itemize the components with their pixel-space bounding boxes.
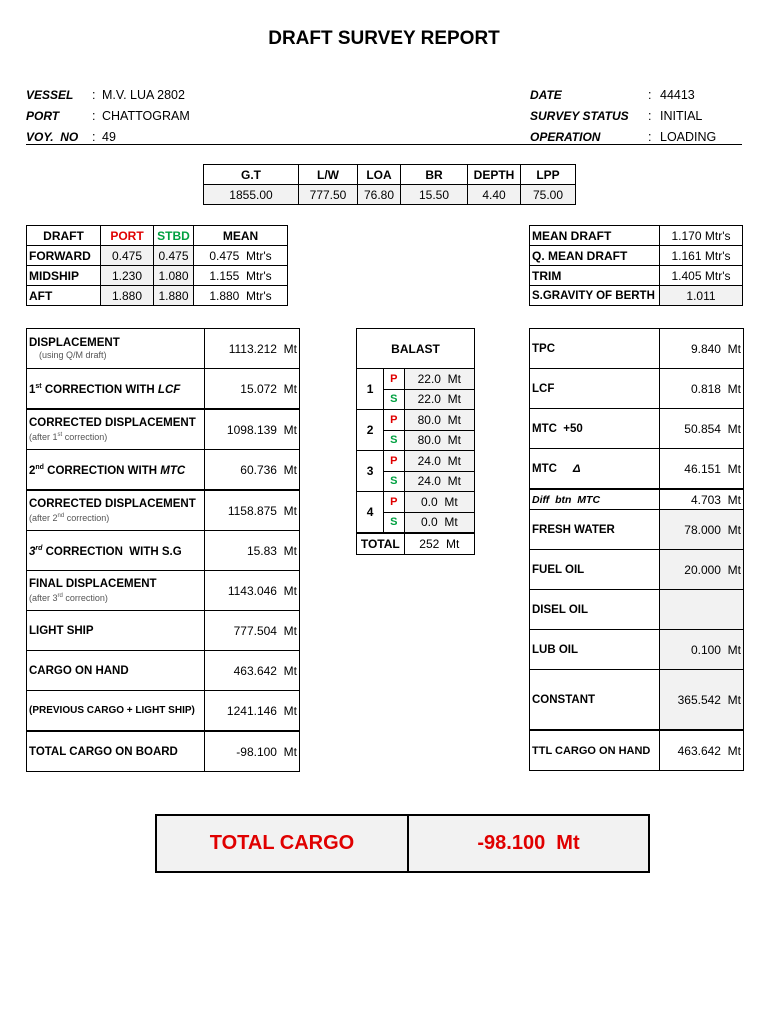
q-mean-value: 1.161 Mtr's xyxy=(660,246,743,266)
diff-mtc-label: Diff btn MTC xyxy=(530,489,660,510)
disp-unit: Mt xyxy=(283,663,297,678)
mtc-plus-label: MTC +50 xyxy=(530,409,660,449)
ballast-total-row xyxy=(357,533,475,554)
hydro-unit: Mt xyxy=(727,692,741,707)
ballast-row xyxy=(357,492,475,513)
hydro-unit: Mt xyxy=(727,341,741,356)
colon: : xyxy=(92,87,96,102)
hydro-row xyxy=(530,510,744,550)
disp-row xyxy=(27,490,300,531)
total-cargo-box xyxy=(155,814,650,873)
hydro-unit: Mt xyxy=(727,743,741,758)
hydro-row xyxy=(530,730,744,771)
ballast-total-label: TOTAL xyxy=(357,533,405,554)
disp-label: CARGO ON HAND xyxy=(27,651,205,691)
constant-value xyxy=(660,670,744,731)
disp-label xyxy=(27,531,205,571)
report-title: DRAFT SURVEY REPORT xyxy=(268,28,500,49)
sg-berth-label: S.GRAVITY OF BERTH xyxy=(530,286,660,306)
port-marker: P xyxy=(384,410,405,431)
ballast-row xyxy=(357,369,475,390)
disp-label xyxy=(27,450,205,491)
colon: : xyxy=(648,129,652,144)
disp-value xyxy=(205,369,300,410)
q-mean-label: Q. MEAN DRAFT xyxy=(530,246,660,266)
date-value: 44413 xyxy=(660,87,695,102)
hydro-number: 365.542 xyxy=(677,692,721,707)
mean-row xyxy=(530,286,743,306)
ttl-cargo-label: TTL CARGO ON HAND xyxy=(530,730,660,771)
hydro-row xyxy=(530,409,744,449)
dim-value: 777.50 xyxy=(299,185,358,205)
label-sup: nd xyxy=(35,464,44,472)
draft-row-label: MIDSHIP xyxy=(27,266,101,286)
ballast-port-value: 0.0 Mt xyxy=(404,492,474,513)
tpc-value xyxy=(660,329,744,369)
port-label: PORT xyxy=(26,108,60,123)
stbd-marker: S xyxy=(384,389,405,410)
hydro-number: 463.642 xyxy=(677,743,721,758)
header-right xyxy=(530,84,716,147)
ballast-port-value: 24.0 Mt xyxy=(404,451,474,472)
ttl-cargo-value xyxy=(660,730,744,771)
disp-value xyxy=(205,691,300,732)
dim-value: 76.80 xyxy=(358,185,401,205)
mtc-delta-label xyxy=(530,449,660,490)
header-row-date xyxy=(530,84,716,105)
disp-unit: Mt xyxy=(283,744,297,759)
mtc-plus-value xyxy=(660,409,744,449)
tpc-label: TPC xyxy=(530,329,660,369)
diesel-oil-value xyxy=(660,590,744,630)
disp-unit: Mt xyxy=(283,503,297,518)
ballast-stbd-value: 80.0 Mt xyxy=(404,430,474,451)
fuel-oil-value xyxy=(660,550,744,590)
draft-mean xyxy=(194,246,288,266)
label-mid: CORRECTION WITH xyxy=(41,383,158,396)
disp-row xyxy=(27,731,300,772)
stbd-marker: S xyxy=(384,430,405,451)
hydro-unit: Mt xyxy=(727,522,741,537)
disp-unit: Mt xyxy=(283,543,297,558)
disp-label-text: DISPLACEMENT xyxy=(29,336,120,349)
draft-mean-unit: Mtr's xyxy=(246,248,272,263)
hydro-row xyxy=(530,630,744,670)
header-row-status xyxy=(530,105,716,126)
hydro-row xyxy=(530,329,744,369)
lcf-label: LCF xyxy=(530,369,660,409)
disp-number: 15.83 xyxy=(246,543,277,558)
draft-stbd: 1.880 xyxy=(154,286,194,306)
port-header: PORT xyxy=(101,226,154,246)
disp-value xyxy=(205,571,300,611)
sub-sup: rd xyxy=(57,592,63,599)
disp-label xyxy=(27,369,205,410)
label-mid: CORRECTION WITH xyxy=(43,464,161,477)
dim-header: DEPTH xyxy=(468,165,521,185)
disp-unit: Mt xyxy=(283,422,297,437)
disp-row xyxy=(27,329,300,369)
fresh-water-label: FRESH WATER xyxy=(530,510,660,550)
disp-row xyxy=(27,651,300,691)
label-em: MTC xyxy=(160,464,186,477)
dim-header: LPP xyxy=(521,165,576,185)
date-label: DATE xyxy=(530,87,562,102)
hydro-number: 78.000 xyxy=(684,522,721,537)
sub-post: correction) xyxy=(62,431,108,442)
hydro-unit: Mt xyxy=(727,492,741,507)
dimensions-value-row xyxy=(204,185,576,205)
colon: : xyxy=(648,87,652,102)
draft-row-midship xyxy=(27,266,288,286)
trim-value: 1.405 Mtr's xyxy=(660,266,743,286)
sub-pre: (after 1 xyxy=(29,431,58,442)
disp-number: 1143.046 xyxy=(227,583,277,598)
disp-sub xyxy=(29,590,202,604)
disp-number: 1098.139 xyxy=(226,422,277,437)
disp-sub xyxy=(29,510,202,524)
mean-row xyxy=(530,246,743,266)
hydro-number: 46.151 xyxy=(684,461,721,476)
draft-mean-value: 0.475 xyxy=(209,248,240,263)
disp-label xyxy=(27,571,205,611)
dim-value: 1855.00 xyxy=(204,185,299,205)
colon: : xyxy=(648,108,652,123)
disp-number: 463.642 xyxy=(233,663,277,678)
disp-unit: Mt xyxy=(283,462,297,477)
sub-sup: st xyxy=(57,431,63,438)
disp-value xyxy=(205,651,300,691)
draft-row-label: AFT xyxy=(27,286,101,306)
ballast-stbd-value: 22.0 Mt xyxy=(404,389,474,410)
disp-value xyxy=(205,490,300,531)
hydro-row xyxy=(530,369,744,409)
operation-value: LOADING xyxy=(660,129,717,144)
draft-port: 1.230 xyxy=(101,266,154,286)
hydro-row xyxy=(530,670,744,731)
port-marker: P xyxy=(384,492,405,513)
tank-number: 2 xyxy=(357,410,384,451)
vessel-label: VESSEL xyxy=(26,87,74,102)
label-num: 3 xyxy=(29,545,36,558)
colon: : xyxy=(92,129,96,144)
hydro-unit: Mt xyxy=(727,461,741,476)
draft-stbd: 0.475 xyxy=(154,246,194,266)
mean-draft-table xyxy=(529,225,743,306)
disp-label-text: CORRECTED DISPLACEMENT xyxy=(29,416,196,429)
diff-mtc-value xyxy=(660,489,744,510)
sg-berth-value: 1.011 xyxy=(660,286,743,306)
disp-row xyxy=(27,450,300,491)
draft-mean-unit: Mtr's xyxy=(246,288,272,303)
sub-pre: (after 3 xyxy=(29,592,58,603)
port-value: CHATTOGRAM xyxy=(102,108,190,123)
ballast-title: BALAST xyxy=(357,329,475,369)
tank-number: 3 xyxy=(357,451,384,492)
hydro-row xyxy=(530,550,744,590)
dim-header: L/W xyxy=(299,165,358,185)
dimensions-header-row xyxy=(204,165,576,185)
dim-value: 15.50 xyxy=(401,185,468,205)
colon: : xyxy=(92,108,96,123)
disp-number: 1241.146 xyxy=(226,703,277,718)
lub-oil-value xyxy=(660,630,744,670)
disp-value xyxy=(205,531,300,571)
ballast-row xyxy=(357,451,475,472)
disp-row xyxy=(27,571,300,611)
hydrostatics-table xyxy=(529,328,744,771)
disp-unit: Mt xyxy=(283,341,297,356)
mean-value: 1.170 Mtr's xyxy=(660,226,743,246)
ballast-title-row xyxy=(357,329,475,369)
stbd-header: STBD xyxy=(154,226,194,246)
label-num: 2 xyxy=(29,464,36,477)
port-marker: P xyxy=(384,369,405,390)
disp-value xyxy=(205,409,300,450)
total-cargo-value: -98.100 Mt xyxy=(477,832,580,854)
tank-number: 4 xyxy=(357,492,384,534)
disp-label: LIGHT SHIP xyxy=(27,611,205,651)
disp-row xyxy=(27,611,300,651)
voyage-value: 49 xyxy=(102,129,116,144)
hydro-number: 0.818 xyxy=(690,381,721,396)
vessel-value: M.V. LUA 2802 xyxy=(102,87,185,102)
disp-number: 1113.212 xyxy=(228,341,277,356)
dim-value: 4.40 xyxy=(468,185,521,205)
draft-row-aft xyxy=(27,286,288,306)
disp-unit: Mt xyxy=(283,703,297,718)
disp-unit: Mt xyxy=(283,583,297,598)
mean-header: MEAN xyxy=(194,226,288,246)
disp-label-text: CORRECTED DISPLACEMENT xyxy=(29,497,196,510)
dim-header: LOA xyxy=(358,165,401,185)
draft-port: 1.880 xyxy=(101,286,154,306)
label-sup: st xyxy=(35,383,42,391)
ballast-port-value: 22.0 Mt xyxy=(404,369,474,390)
disp-label xyxy=(27,409,205,450)
disp-row xyxy=(27,369,300,410)
label-num: 1 xyxy=(29,383,36,396)
ballast-total-value: 252 Mt xyxy=(404,533,474,554)
mean-row xyxy=(530,266,743,286)
label-sup: rd xyxy=(35,545,43,553)
fuel-oil-label: FUEL OIL xyxy=(530,550,660,590)
voyage-label: VOY. NO xyxy=(26,129,79,144)
dim-header: BR xyxy=(401,165,468,185)
sub-post: correction) xyxy=(64,512,110,523)
mean-row xyxy=(530,226,743,246)
dim-header: G.T xyxy=(204,165,299,185)
hydro-row xyxy=(530,489,744,510)
draft-port: 0.475 xyxy=(101,246,154,266)
hydro-number: 20.000 xyxy=(684,562,721,577)
survey-status-value: INITIAL xyxy=(660,108,703,123)
dimensions-table xyxy=(203,164,576,205)
disp-number: 777.504 xyxy=(233,623,277,638)
draft-mean xyxy=(194,266,288,286)
hydro-number: 9.840 xyxy=(690,341,721,356)
draft-header: DRAFT xyxy=(27,226,101,246)
draft-header-row xyxy=(27,226,288,246)
disp-sub: (using Q/M draft) xyxy=(39,349,107,360)
hydro-unit: Mt xyxy=(727,381,741,396)
disp-unit: Mt xyxy=(283,623,297,638)
diesel-oil-label: DISEL OIL xyxy=(530,590,660,630)
disp-number: -98.100 xyxy=(236,744,277,759)
header-row-vessel xyxy=(26,84,190,105)
draft-mean-unit: Mtr's xyxy=(246,268,272,283)
ballast-port-value: 80.0 Mt xyxy=(404,410,474,431)
disp-label-text: FINAL DISPLACEMENT xyxy=(29,577,157,590)
disp-row xyxy=(27,531,300,571)
lcf-value xyxy=(660,369,744,409)
fresh-water-value xyxy=(660,510,744,550)
disp-number: 60.736 xyxy=(240,462,277,477)
disp-value xyxy=(205,611,300,651)
ballast-stbd-value: 24.0 Mt xyxy=(404,471,474,492)
disp-value xyxy=(205,450,300,491)
draft-mean xyxy=(194,286,288,306)
trim-label: TRIM xyxy=(530,266,660,286)
lub-oil-label: LUB OIL xyxy=(530,630,660,670)
disp-unit: Mt xyxy=(283,381,297,396)
ballast-table xyxy=(356,328,475,555)
disp-number: 15.072 xyxy=(240,381,277,396)
draft-mean-value: 1.155 xyxy=(209,268,240,283)
disp-value xyxy=(205,329,300,369)
draft-row-forward xyxy=(27,246,288,266)
sub-post: correction) xyxy=(62,592,108,603)
ballast-stbd-value: 0.0 Mt xyxy=(404,512,474,533)
stbd-marker: S xyxy=(384,471,405,492)
disp-row xyxy=(27,691,300,732)
draft-stbd: 1.080 xyxy=(154,266,194,286)
draft-mean-value: 1.880 xyxy=(209,288,240,303)
port-marker: P xyxy=(384,451,405,472)
stbd-marker: S xyxy=(384,512,405,533)
draft-table xyxy=(26,225,288,306)
header-divider xyxy=(26,144,742,145)
tank-number: 1 xyxy=(357,369,384,410)
disp-label: TOTAL CARGO ON BOARD xyxy=(27,731,205,772)
sub-pre: (after 2 xyxy=(29,512,58,523)
hydro-unit: Mt xyxy=(727,421,741,436)
sub-sup: nd xyxy=(57,512,65,519)
draft-row-label: FORWARD xyxy=(27,246,101,266)
total-cargo-label: TOTAL CARGO xyxy=(157,816,409,871)
label-em: LCF xyxy=(157,383,181,396)
disp-label xyxy=(27,490,205,531)
disp-value xyxy=(205,731,300,772)
ballast-row xyxy=(357,410,475,431)
disp-label xyxy=(27,329,205,369)
header-row-port xyxy=(26,105,190,126)
displacement-table xyxy=(26,328,300,772)
delta-symbol: Δ xyxy=(572,462,581,475)
disp-number: 1158.875 xyxy=(227,503,277,518)
dim-value: 75.00 xyxy=(521,185,576,205)
survey-status-label: SURVEY STATUS xyxy=(530,108,629,123)
disp-row xyxy=(27,409,300,450)
header-left xyxy=(26,84,190,147)
hydro-unit: Mt xyxy=(727,562,741,577)
operation-label: OPERATION xyxy=(530,129,601,144)
label-mid: CORRECTION WITH S.G xyxy=(42,545,182,558)
mtc-delta-value xyxy=(660,449,744,490)
hydro-row xyxy=(530,590,744,630)
hydro-row xyxy=(530,449,744,490)
disp-label: (PREVIOUS CARGO + LIGHT SHIP) xyxy=(27,691,205,732)
hydro-unit: Mt xyxy=(727,642,741,657)
hydro-number: 0.100 xyxy=(690,642,721,657)
constant-label: CONSTANT xyxy=(530,670,660,731)
mean-label: MEAN DRAFT xyxy=(530,226,660,246)
hydro-number: 4.703 xyxy=(690,492,721,507)
hydro-number: 50.854 xyxy=(684,421,721,436)
disp-sub xyxy=(29,429,202,443)
mtc-text: MTC xyxy=(532,462,557,475)
